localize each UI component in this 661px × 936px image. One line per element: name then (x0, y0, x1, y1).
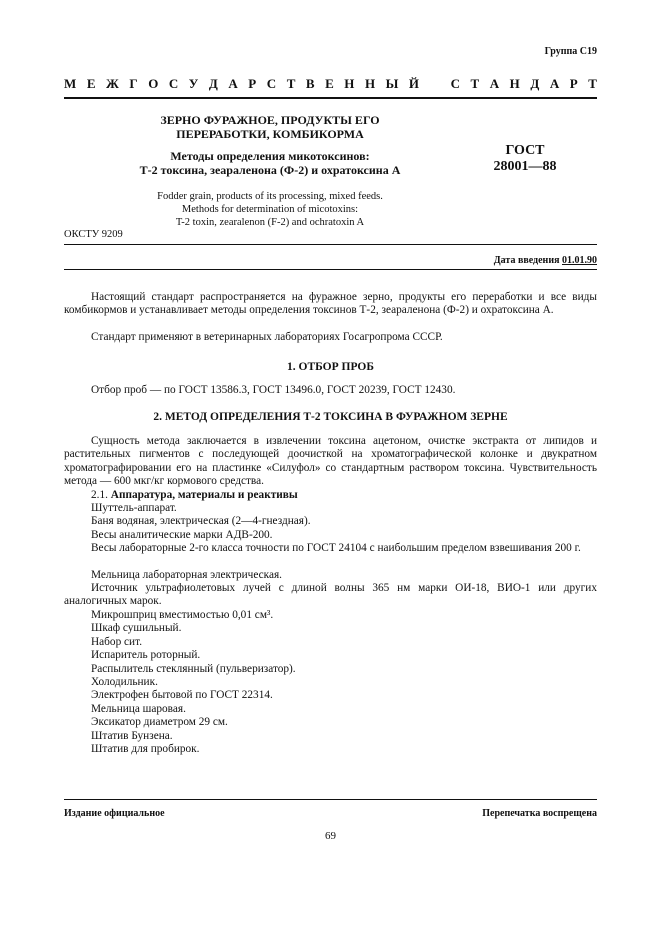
banner-letter: Ж (106, 76, 119, 91)
footer-rule (64, 799, 597, 800)
banner-letter: Р (569, 76, 578, 91)
equipment-item: Шкаф сушильный. (91, 622, 182, 635)
banner-letter: Г (129, 76, 138, 91)
subsection-number: 2.1. (91, 489, 111, 501)
banner-letter: Й (408, 76, 420, 91)
equipment-item: Эксикатор диаметром 29 см. (91, 716, 228, 729)
banner-letter: О (148, 76, 159, 91)
gost-number: 28001—88 (493, 159, 557, 174)
subtitle-line-1: Методы определения микотоксинов: (170, 149, 370, 163)
section-1-text: Отбор проб — по ГОСТ 13586.3, ГОСТ 13496.0, ГОСТ 20239, ГОСТ 12430. (91, 384, 456, 396)
equipment-item: Шуттель-аппарат. (91, 502, 177, 514)
header-rule (64, 97, 597, 99)
equipment-item: Баня водяная, электрическая (2—4-гнездная). (91, 515, 311, 528)
banner-letter: С (168, 76, 179, 91)
equipment-item: Штатив Бунзена. (91, 729, 173, 742)
group-code: Группа С19 (544, 46, 597, 57)
effective-date (494, 255, 597, 266)
section-2-heading: 2. МЕТОД ОПРЕДЕЛЕНИЯ Т-2 ТОКСИНА В ФУРАЖНОМ ЗЕРНЕ (153, 411, 508, 423)
equipment-item: Весы аналитические марки АДВ-200. (91, 528, 273, 541)
equipment-item: Набор сит. (91, 635, 143, 648)
banner-letter: С (266, 76, 277, 91)
banner-letter: А (489, 76, 500, 91)
equipment-item: Испаритель роторный. (91, 649, 201, 662)
banner-letter: А (228, 76, 238, 91)
subsection-2-1-heading (91, 489, 597, 502)
section-1-heading: 1. ОТБОР ПРОБ (287, 361, 374, 373)
effective-date-value: 01.01.90 (562, 255, 597, 266)
footer-official: Издание официальное (64, 808, 165, 819)
english-title (110, 190, 430, 229)
banner-letter: Р (248, 76, 257, 91)
document-title (110, 113, 430, 141)
english-title-line-1: Fodder grain, products of its processing, mixed feeds. (157, 191, 383, 202)
title-line-2: ПЕРЕРАБОТКИ, КОМБИКОРМА (176, 127, 364, 141)
banner-letter: Т (286, 76, 296, 91)
banner-letter: Н (344, 76, 355, 91)
footer-reprint: Перепечатка воспрещена (482, 808, 597, 819)
section-2-text: Сущность метода заключается в извлечении токсина ацетоном, очистке экстракта от липидов и растительных пигментов с последующей доочисткой на хроматографической колонке и двукратном хроматографировании его на пластинке «Силуфол» со стандартным раствором токсина. Чувствительность метода — 600 мкг/кг кормового средства. (64, 435, 597, 488)
banner-letter: Е (86, 76, 96, 91)
equipment-item: Распылитель стеклянный (пульверизатор). (91, 662, 296, 675)
banner-letter: М (64, 76, 77, 91)
equipment-list-a (91, 502, 597, 542)
equipment-item: Штатив для пробирок. (91, 743, 200, 756)
banner-letter: Д (208, 76, 218, 91)
title-line-1: ЗЕРНО ФУРАЖНОЕ, ПРОДУКТЫ ЕГО (160, 113, 380, 127)
banner-letter: Ы (385, 76, 399, 91)
equipment-uv-source: Источник ультрафиолетовых лучей с длиной волны 365 нм марки ОИ-18, ВИО-1 или других аналогичных марок. (64, 582, 597, 608)
equipment-item: Мельница шаровая. (91, 702, 186, 715)
document-subtitle (110, 149, 430, 177)
banner-letter: Н (364, 76, 376, 91)
english-title-line-2: Methods for determination of micotoxins: (181, 204, 359, 215)
subtitle-line-2: Т-2 токсина, зеараленона (Ф-2) и охратоксина А (139, 163, 401, 177)
okstu-code: ОКСТУ 9209 (64, 229, 123, 240)
date-rule (64, 269, 597, 270)
banner-letter: Т (470, 76, 480, 91)
banner-letter: Н (509, 76, 520, 91)
okstu-rule (64, 244, 597, 245)
effective-date-label: Дата введения (493, 255, 562, 266)
equipment-scales: Весы лабораторные 2-го класса точности по ГОСТ 24104 с наибольшим пределом взвешивания 200 г. (91, 542, 581, 554)
banner-letter: С (450, 76, 461, 91)
banner-letter: У (188, 76, 199, 91)
banner-letter: А (549, 76, 560, 91)
equipment-mill: Мельница лабораторная электрическая. (91, 569, 283, 581)
gost-designation (470, 143, 580, 175)
banner-letter: Е (325, 76, 334, 91)
intro-paragraph: Настоящий стандарт распространяется на фуражное зерно, продукты его переработки и все виды комбикормов и устанавливает методы определения токсинов Т-2, зеараленона (Ф-2) и охратоксина А. (64, 291, 597, 317)
equipment-item: Электрофен бытовой по ГОСТ 22314. (91, 689, 273, 702)
english-title-line-3: T-2 toxin, zearalenon (F-2) and ochratoxin A (175, 217, 365, 228)
banner-letter: Д (530, 76, 540, 91)
equipment-item: Микрошприц вместимостью 0,01 см³. (91, 609, 274, 621)
banner-letter: Т (588, 76, 597, 91)
gost-label: ГОСТ (505, 143, 545, 158)
equipment-item: Холодильник. (91, 676, 158, 689)
banner-letter: В (305, 76, 315, 91)
equipment-list-b (91, 609, 597, 756)
subsection-title: Аппаратура, материалы и реактивы (110, 489, 298, 501)
page-number: 69 (325, 830, 336, 842)
intro-paragraph-2: Стандарт применяют в ветеринарных лабораториях Госагропрома СССР. (91, 331, 443, 343)
standard-banner (64, 76, 597, 92)
